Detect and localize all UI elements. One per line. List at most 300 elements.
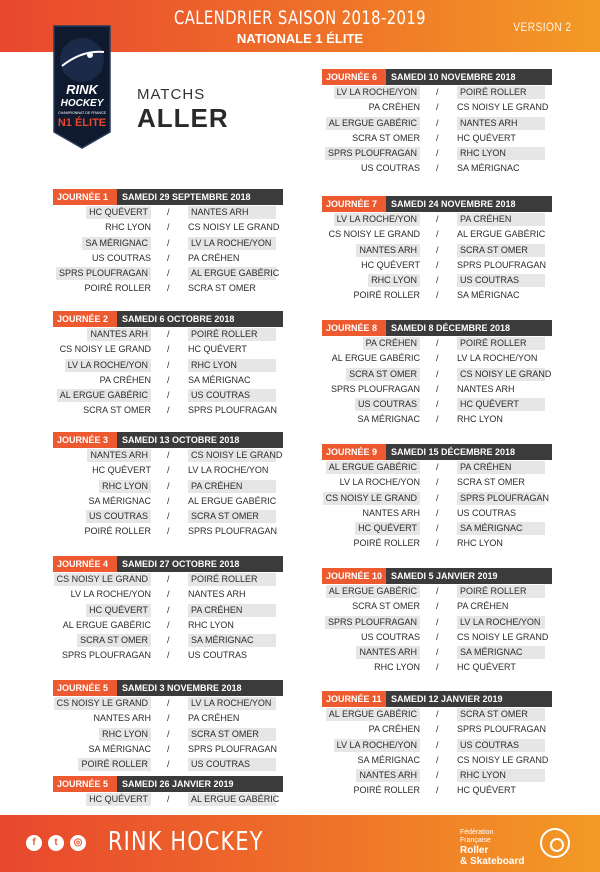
svg-text:RINK: RINK [66,82,98,97]
match-row [53,358,283,373]
journee-label: JOURNÉE 11 [322,691,386,707]
match-row [53,266,283,281]
away-team: RHC LYON [457,414,503,425]
journee-date: SAMEDI 24 NOVEMBRE 2018 [386,196,552,212]
instagram-icon[interactable]: ◎ [70,835,86,851]
journee-header [322,691,552,707]
away-team: CS NOISY LE GRAND [188,222,280,233]
match-separator: / [167,759,170,770]
match-separator: / [436,754,439,765]
home-team: AL ERGUE GABÉRIC [326,708,420,721]
away-team: CS NOISY LE GRAND [457,368,545,381]
home-team: PA CRÉHEN [368,724,420,735]
home-team: SA MÉRIGNAC [357,414,420,425]
match-row [53,448,283,463]
match-separator: / [436,399,439,410]
match-row [322,722,552,737]
match-row [322,100,552,115]
match-row [322,615,552,630]
home-team: SA MÉRIGNAC [88,495,151,506]
home-team: RHC LYON [99,480,151,493]
match-row [322,131,552,146]
journee-header [53,680,283,696]
away-team: POIRÉ ROLLER [457,337,545,350]
away-team: CS NOISY LE GRAND [457,102,549,113]
home-team: AL ERGUE GABÉRIC [57,389,151,402]
facebook-icon[interactable]: f [26,835,42,851]
season-title: CALENDRIER SAISON 2018-2019 [173,7,427,29]
away-team: RHC LYON [457,538,503,549]
match-row [53,236,283,251]
home-team: SPRS PLOUFRAGAN [61,650,151,661]
match-separator: / [167,344,170,355]
away-team: POIRÉ ROLLER [188,328,276,341]
home-team: US COUTRAS [360,631,420,642]
journee-label: JOURNÉE 9 [322,444,386,460]
away-team: LV LA ROCHE/YON [188,465,269,476]
away-team: US COUTRAS [188,389,276,402]
match-row [53,633,283,648]
match-separator: / [436,102,439,113]
match-row [53,463,283,478]
home-team: LV LA ROCHE/YON [339,477,420,488]
home-team: NANTES ARH [356,646,420,659]
home-team: CS NOISY LE GRAND [54,573,151,586]
match-row [53,572,283,587]
match-row [322,584,552,599]
match-separator: / [436,462,439,472]
match-separator: / [436,538,439,549]
journee-date: SAMEDI 12 JANVIER 2019 [386,691,552,707]
match-separator: / [436,259,439,270]
home-team: AL ERGUE GABÉRIC [331,353,420,364]
match-row [53,220,283,235]
aller-title: ALLER [137,103,229,133]
match-separator: / [436,214,439,224]
home-team: RHC LYON [99,728,151,741]
match-row [53,757,283,772]
home-team: SCRA ST OMER [77,634,151,647]
match-separator: / [436,662,439,673]
home-team: SPRS PLOUFRAGAN [325,616,420,629]
home-team: US COUTRAS [360,163,420,174]
home-team: CS NOISY LE GRAND [59,344,151,355]
match-separator: / [436,647,439,658]
match-row [53,327,283,342]
match-separator: / [167,589,170,600]
journee-label: JOURNÉE 5 [53,776,117,792]
match-separator: / [436,290,439,301]
away-team: SCRA ST OMER [457,477,525,488]
journee-label: JOURNÉE 7 [322,196,386,212]
match-row [322,212,552,227]
match-row [53,618,283,633]
journee-date: SAMEDI 8 DÉCEMBRE 2018 [386,320,552,336]
match-separator: / [436,586,439,596]
journee-header [322,69,552,85]
away-team: RHC LYON [188,359,276,372]
home-team: SCRA ST OMER [352,132,420,143]
journee-block [53,432,283,540]
home-team: HC QUÉVERT [361,259,420,270]
match-row [322,630,552,645]
match-row [53,524,283,539]
journee-date: SAMEDI 13 OCTOBRE 2018 [117,432,283,448]
away-team: POIRÉ ROLLER [457,86,545,99]
match-separator: / [167,207,170,217]
match-row [322,521,552,536]
away-team: HC QUÉVERT [188,344,247,355]
away-team: SPRS PLOUFRAGAN [457,492,545,505]
journee-block [53,311,283,419]
home-team: HC QUÉVERT [86,793,151,806]
home-team: POIRÉ ROLLER [84,526,151,537]
home-team: AL ERGUE GABÉRIC [326,461,420,474]
away-team: SCRA ST OMER [457,708,545,721]
journee-label: JOURNÉE 4 [53,556,117,572]
matchs-label: MATCHS [137,86,206,103]
journee-label: JOURNÉE 6 [322,69,386,85]
journee-date: SAMEDI 29 SEPTEMBRE 2018 [117,189,283,205]
home-team: SCRA ST OMER [352,601,420,612]
away-team: US COUTRAS [188,758,276,771]
away-team: AL ERGUE GABÉRIC [188,793,276,806]
match-separator: / [167,511,170,522]
journee-header [322,196,552,212]
journee-header [53,776,283,792]
ffrs-logo-text: Fédération Française Roller & Skateboard [460,829,525,867]
home-team: US COUTRAS [355,398,420,411]
away-team: CS NOISY LE GRAND [457,754,549,765]
home-team: POIRÉ ROLLER [353,290,420,301]
match-separator: / [436,87,439,97]
match-row [322,367,552,382]
match-separator: / [436,117,439,128]
match-row [53,479,283,494]
away-team: PA CRÉHEN [188,252,240,263]
away-team: SA MÉRIGNAC [457,290,520,301]
away-team: AL ERGUE GABÉRIC [188,267,276,280]
journee-block [322,568,552,676]
home-team: PA CRÉHEN [368,102,420,113]
journee-header [322,444,552,460]
match-separator: / [436,616,439,627]
away-team: SA MÉRIGNAC [457,163,520,174]
journee-header [53,189,283,205]
home-team: LV LA ROCHE/YON [334,739,420,752]
match-separator: / [167,495,170,506]
away-team: POIRÉ ROLLER [457,585,545,598]
away-team: LV LA ROCHE/YON [188,697,276,710]
match-separator: / [436,338,439,348]
away-team: CS NOISY LE GRAND [188,449,276,462]
away-team: US COUTRAS [457,739,545,752]
journee-block [322,444,552,552]
match-separator: / [436,353,439,364]
match-separator: / [167,794,170,804]
match-row [322,116,552,131]
away-team: CS NOISY LE GRAND [457,631,549,642]
home-team: NANTES ARH [87,449,151,462]
match-separator: / [167,268,170,279]
match-row [322,397,552,412]
away-team: US COUTRAS [457,507,517,518]
away-team: RHC LYON [457,147,545,160]
away-team: SA MÉRIGNAC [457,522,545,535]
away-team: AL ERGUE GABÉRIC [457,229,546,240]
journee-header [53,556,283,572]
journee-block [322,69,552,177]
match-row [322,783,552,798]
home-team: SPRS PLOUFRAGAN [56,267,151,280]
match-separator: / [167,604,170,615]
match-separator: / [436,275,439,286]
match-row [53,696,283,711]
match-separator: / [436,414,439,425]
match-row [322,288,552,303]
match-separator: / [167,713,170,724]
match-separator: / [436,163,439,174]
match-row [322,336,552,351]
footer-title: RINK HOCKEY [108,827,264,857]
match-row [53,727,283,742]
home-team: PA CRÉHEN [363,337,420,350]
match-separator: / [436,631,439,642]
journee-header [322,320,552,336]
svg-text:CHAMPIONNAT DE FRANCE: CHAMPIONNAT DE FRANCE [58,111,106,115]
journee-header [53,311,283,327]
match-separator: / [167,405,170,416]
match-separator: / [167,237,170,248]
match-separator: / [436,601,439,612]
home-team: AL ERGUE GABÉRIC [62,619,151,630]
away-team: SCRA ST OMER [188,728,276,741]
match-row [322,506,552,521]
home-team: HC QUÉVERT [86,604,151,617]
journee-header [322,568,552,584]
away-team: PA CRÉHEN [188,713,240,724]
away-team: US COUTRAS [188,650,248,661]
match-row [322,491,552,506]
journee-label: JOURNÉE 3 [53,432,117,448]
journee-label: JOURNÉE 10 [322,568,386,584]
match-row [322,460,552,475]
home-team: RHC LYON [368,274,420,287]
match-separator: / [436,229,439,240]
match-separator: / [167,465,170,476]
home-team: RHC LYON [105,222,151,233]
away-team: PA CRÉHEN [457,601,509,612]
away-team: SA MÉRIGNAC [188,374,251,385]
home-team: POIRÉ ROLLER [353,785,420,796]
match-separator: / [436,383,439,394]
match-row [53,603,283,618]
home-team: CS NOISY LE GRAND [54,697,151,710]
home-team: CS NOISY LE GRAND [328,229,420,240]
journee-block [53,776,283,807]
home-team: SPRS PLOUFRAGAN [325,147,420,160]
away-team: SCRA ST OMER [457,244,545,257]
match-row [322,475,552,490]
match-row [322,412,552,427]
away-team: SPRS PLOUFRAGAN [457,259,547,270]
home-team: POIRÉ ROLLER [84,283,151,294]
match-separator: / [436,724,439,735]
match-row [322,243,552,258]
home-team: NANTES ARH [87,328,151,341]
away-team: HC QUÉVERT [457,132,516,143]
match-row [53,648,283,663]
match-separator: / [436,785,439,796]
match-row [322,258,552,273]
home-team: CS NOISY LE GRAND [323,492,420,505]
match-separator: / [436,368,439,379]
journee-date: SAMEDI 3 NOVEMBRE 2018 [117,680,283,696]
match-row [53,373,283,388]
away-team: PA CRÉHEN [457,461,545,474]
match-separator: / [436,709,439,719]
match-separator: / [436,770,439,781]
match-separator: / [167,252,170,263]
away-team: RHC LYON [188,619,234,630]
match-row [322,645,552,660]
match-separator: / [167,374,170,385]
away-team: LV LA ROCHE/YON [457,353,538,364]
match-separator: / [167,698,170,708]
match-row [322,273,552,288]
journee-date: SAMEDI 6 OCTOBRE 2018 [117,311,283,327]
journee-label: JOURNÉE 1 [53,189,117,205]
match-row [53,494,283,509]
away-team: NANTES ARH [457,117,545,130]
league-subtitle: NATIONALE 1 ÉLITE [236,31,364,46]
away-team: SPRS PLOUFRAGAN [188,743,278,754]
journee-block [53,189,283,297]
home-team: HC QUÉVERT [92,465,151,476]
home-team: NANTES ARH [356,244,420,257]
away-team: SCRA ST OMER [188,510,276,523]
svg-text:HOCKEY: HOCKEY [60,98,104,109]
away-team: PA CRÉHEN [188,604,276,617]
match-separator: / [167,635,170,646]
journee-date: SAMEDI 27 OCTOBRE 2018 [117,556,283,572]
ffrs-logo-icon [540,828,570,858]
home-team: LV LA ROCHE/YON [334,213,420,226]
svg-text:N1 ÉLITE: N1 ÉLITE [57,117,107,129]
match-row [322,738,552,753]
match-separator: / [167,329,170,339]
match-separator: / [167,650,170,661]
match-row [53,205,283,220]
journee-block [322,196,552,304]
match-separator: / [167,450,170,460]
journee-label: JOURNÉE 8 [322,320,386,336]
match-row [53,342,283,357]
away-team: HC QUÉVERT [457,785,516,796]
match-row [53,742,283,757]
match-row [53,251,283,266]
away-team: SPRS PLOUFRAGAN [457,724,547,735]
home-team: SA MÉRIGNAC [82,237,151,250]
match-row [322,382,552,397]
journee-label: JOURNÉE 5 [53,680,117,696]
home-team: HC QUÉVERT [86,206,151,219]
journee-header [53,432,283,448]
match-row [322,85,552,100]
away-team: PA CRÉHEN [188,480,276,493]
match-separator: / [167,526,170,537]
away-team: SA MÉRIGNAC [188,634,276,647]
away-team: HC QUÉVERT [457,398,545,411]
journee-label: JOURNÉE 2 [53,311,117,327]
match-row [53,711,283,726]
footer-banner [0,815,600,872]
match-separator: / [167,359,170,370]
home-team: AL ERGUE GABÉRIC [326,585,420,598]
match-row [322,536,552,551]
match-separator: / [167,619,170,630]
away-team: SCRA ST OMER [188,283,256,294]
home-team: AL ERGUE GABÉRIC [326,117,420,130]
home-team: US COUTRAS [91,252,151,263]
rink-hockey-logo [50,22,114,152]
away-team: PA CRÉHEN [457,213,545,226]
match-row [322,707,552,722]
home-team: SCRA ST OMER [346,368,420,381]
match-row [322,351,552,366]
journee-date: SAMEDI 26 JANVIER 2019 [117,776,283,792]
match-row [53,388,283,403]
match-row [53,587,283,602]
home-team: RHC LYON [374,662,420,673]
version-label: VERSION 2 [513,20,572,34]
match-separator: / [436,244,439,255]
away-team: US COUTRAS [457,274,545,287]
journee-block [322,320,552,428]
match-separator: / [436,507,439,518]
twitter-icon[interactable]: t [48,835,64,851]
away-team: POIRÉ ROLLER [188,573,276,586]
home-team: NANTES ARH [356,769,420,782]
match-separator: / [436,739,439,750]
home-team: HC QUÉVERT [355,522,420,535]
journee-date: SAMEDI 10 NOVEMBRE 2018 [386,69,552,85]
away-team: HC QUÉVERT [457,662,516,673]
away-team: SPRS PLOUFRAGAN [188,526,278,537]
away-team: SPRS PLOUFRAGAN [188,405,278,416]
home-team: LV LA ROCHE/YON [65,359,151,372]
home-team: SA MÉRIGNAC [357,754,420,765]
journee-block [322,691,552,799]
journee-block [53,680,283,772]
match-separator: / [167,480,170,491]
match-separator: / [167,728,170,739]
match-separator: / [167,390,170,401]
home-team: SPRS PLOUFRAGAN [330,383,420,394]
match-row [322,599,552,614]
match-separator: / [436,523,439,534]
home-team: SA MÉRIGNAC [88,743,151,754]
match-separator: / [436,132,439,143]
match-row [53,281,283,296]
away-team: NANTES ARH [188,589,246,600]
home-team: POIRÉ ROLLER [353,538,420,549]
away-team: NANTES ARH [188,206,276,219]
home-team: US COUTRAS [86,510,151,523]
journee-block [53,556,283,664]
match-separator: / [436,492,439,503]
journee-date: SAMEDI 15 DÉCEMBRE 2018 [386,444,552,460]
